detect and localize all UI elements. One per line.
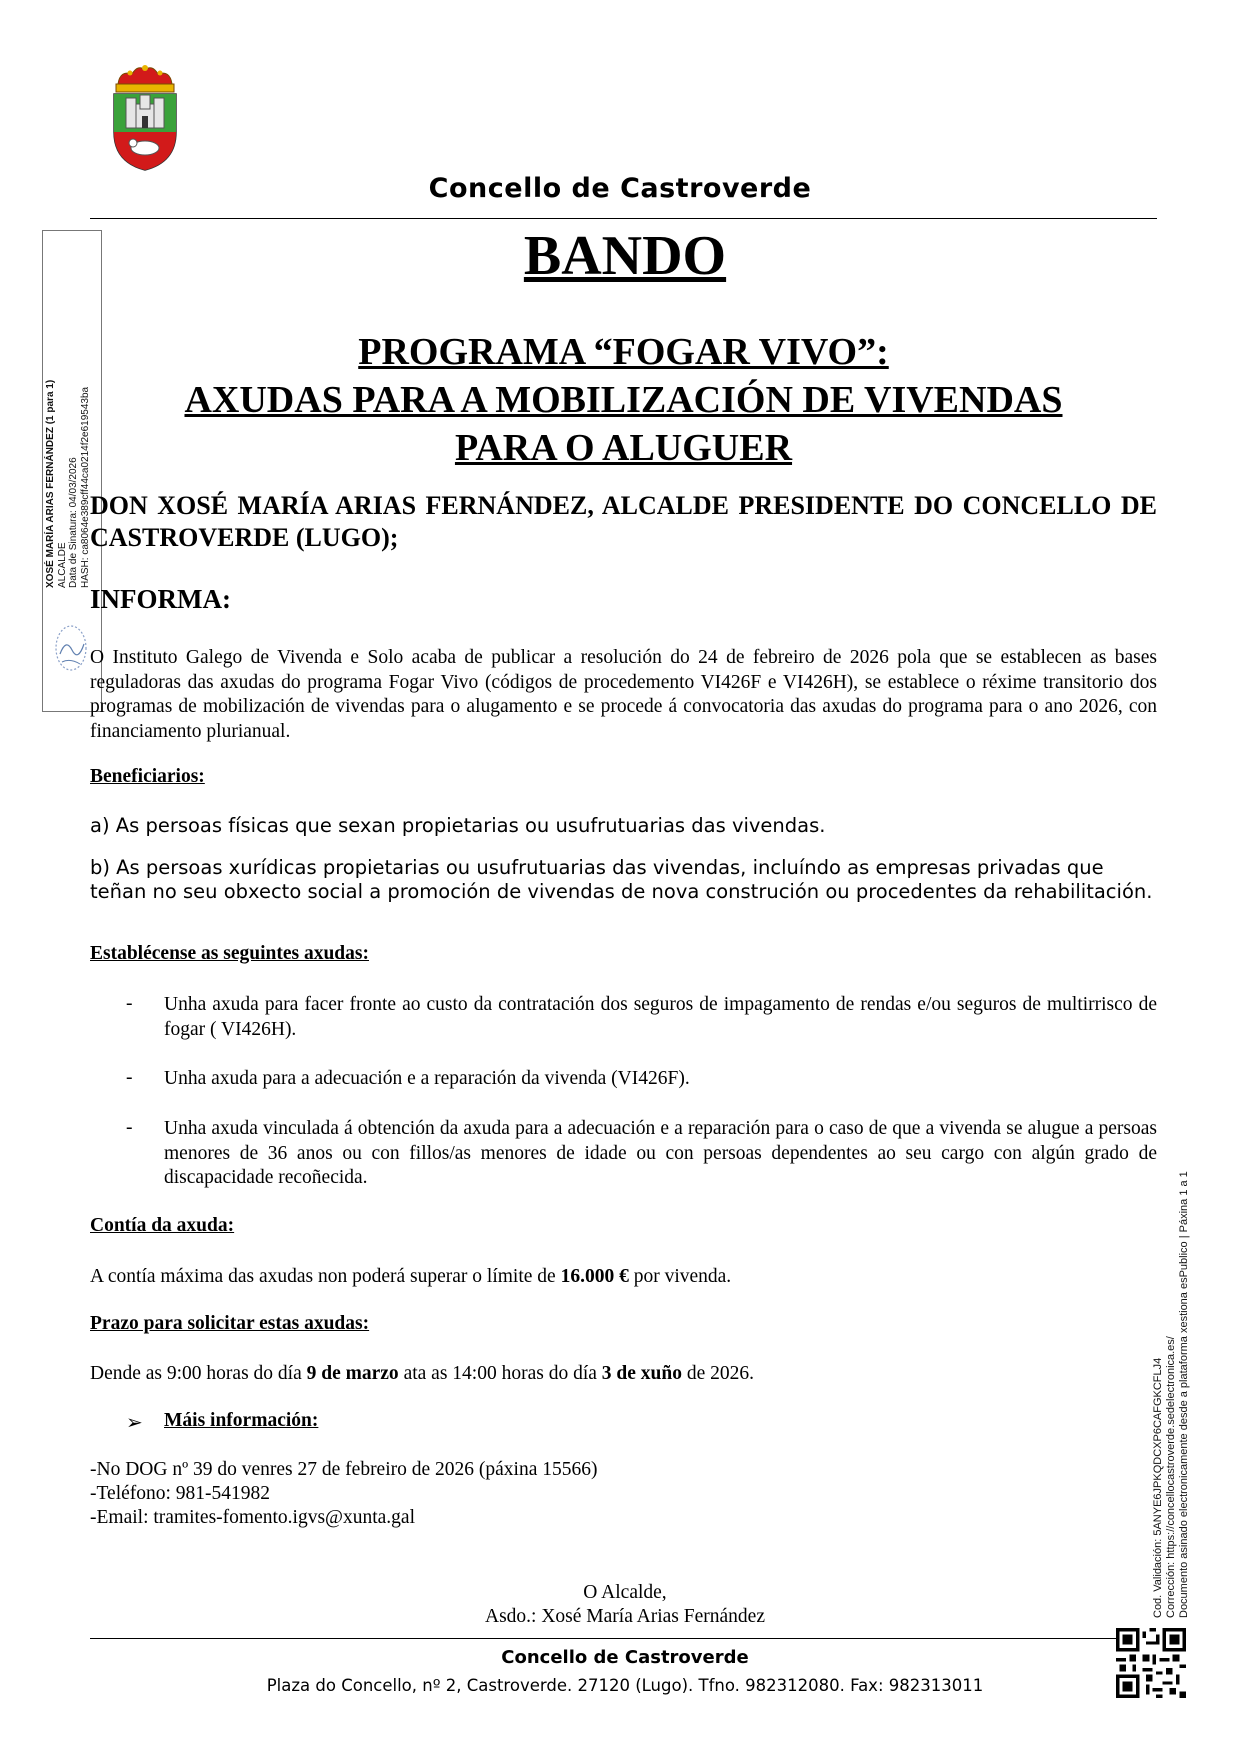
- list-dash: -: [126, 1117, 133, 1138]
- informa-heading: INFORMA:: [90, 584, 231, 614]
- deadline-paragraph: [90, 1362, 754, 1387]
- footer-address: Plaza do Concello, nº 2, Castroverde. 27120 (Lugo). Tfno. 982312080. Fax: 982313011: [266, 1676, 984, 1695]
- deadline-text: ata as 14:00 horas do día: [398, 1363, 602, 1384]
- amount-value: 16.000 €: [560, 1266, 629, 1287]
- signature-stamp-icon: [52, 618, 90, 678]
- deadline-text: de 2026.: [681, 1363, 754, 1384]
- document-title: BANDO: [523, 225, 727, 287]
- amount-heading: Contía da axuda:: [90, 1215, 235, 1236]
- signature-name: Asdo.: Xosé María Arias Fernández: [485, 1606, 765, 1627]
- deadline-end-date: 3 de xuño: [601, 1363, 682, 1384]
- municipality-title: Concello de Castroverde: [428, 173, 812, 204]
- deadline-heading: Prazo para solicitar estas axudas:: [90, 1313, 370, 1334]
- deadline-start-date: 9 de marzo: [306, 1363, 399, 1384]
- arrow-bullet-icon: ➢: [126, 1412, 143, 1434]
- validation-code: Cod. Validación: 5ANYE6JPKQDCXP6CAFGKCFLJ4: [1152, 1357, 1164, 1618]
- signature-panel-text: [45, 338, 91, 588]
- intro-paragraph: O Instituto Galego de Vivenda e Solo acaba de publicar a resolución do 24 de febreiro de 2026 pola que se establecen as bases reguladoras das axudas do programa Fogar Vivo (códigos de procedemento VI426F e VI426H), se establece o réxime transitorio dos programas de mobilización de vivendas para o alugamento e se procede á convocatoria das axudas do programa para o ano 2026, con financiamento plurianual.: [90, 647, 1157, 742]
- beneficiaries-heading: Beneficiarios:: [90, 766, 205, 787]
- signature-hash: HASH: ca8064e389cff44ca0214f2e619543ba: [79, 386, 91, 588]
- aid-item: Unha axuda para a adecuación e a reparación da vivenda (VI426F).: [164, 1068, 690, 1089]
- signer-name: XOSÉ MARÍA ARIAS FERNÁNDEZ (1 para 1): [45, 379, 56, 588]
- amount-text: por vivenda.: [628, 1266, 732, 1287]
- contact-email[interactable]: -Email: tramites-fomento.igvs@xunta.gal: [90, 1507, 416, 1528]
- qr-code-icon[interactable]: [1116, 1628, 1186, 1698]
- signature-date: Data de Sinatura: 04/03/2026: [68, 457, 79, 588]
- footer-divider: [90, 1638, 1120, 1639]
- footer-title: Concello de Castroverde: [501, 1647, 749, 1668]
- validation-text: [1152, 1098, 1191, 1618]
- beneficiary-item: a) As persoas físicas que sexan propietarias ou usufrutuarias das vivendas.: [90, 814, 826, 837]
- validation-url[interactable]: Corrección: https://concellocastroverde.sedelectronica.es/: [1165, 1336, 1177, 1618]
- program-title-line-1: PROGRAMA “FOGAR VIVO”:: [358, 331, 889, 373]
- program-title-line-2: AXUDAS PARA A MOBILIZACIÓN DE VIVENDAS: [184, 379, 1063, 421]
- more-info-heading: Máis información:: [164, 1410, 319, 1431]
- more-info-line: -Teléfono: 981-541982: [90, 1483, 271, 1504]
- validation-note: Documento asinado electronicamente desde a plataforma xestiona esPublico | Páxina 1 a 1: [1178, 1171, 1190, 1618]
- program-title: [90, 328, 1157, 472]
- amount-paragraph: [90, 1265, 731, 1290]
- more-info-line: -No DOG nº 39 do venres 27 de febreiro de 2026 (páxina 15566): [90, 1459, 598, 1480]
- signer-role: ALCALDE: [56, 542, 68, 588]
- issuer-statement: DON XOSÉ MARÍA ARIAS FERNÁNDEZ, ALCALDE PRESIDENTE DO CONCELLO DE CASTROVERDE (LUGO);: [90, 491, 1157, 552]
- aid-item: Unha axuda vinculada á obtención da axuda para a adecuación e a reparación para o caso de que a vivenda se alugue a persoas menores de 36 anos ou con fillos/as menores de idade ou con persoas dependentes ao seu cargo con algún grado de discapacidade recoñecida.: [164, 1118, 1157, 1188]
- aid-item: Unha axuda para facer fronte ao custo da contratación dos seguros de impagamento de rendas e/ou seguros de multirrisco de fogar ( VI426H).: [164, 994, 1157, 1040]
- program-title-line-3: PARA O ALUGUER: [454, 427, 793, 469]
- deadline-text: Dende as 9:00 horas do día: [90, 1363, 307, 1384]
- amount-text: A contía máxima das axudas non poderá superar o límite de: [90, 1266, 561, 1287]
- header-divider: [90, 218, 1157, 219]
- list-dash: -: [126, 1067, 133, 1088]
- beneficiary-item: b) As persoas xurídicas propietarias ou usufrutuarias das vivendas, incluíndo as empresas privadas que teñan no seu obxecto social a promoción de vivendas de nova construción ou procedentes da rehabilitación.: [90, 856, 1153, 903]
- aids-heading: Establécense as seguintes axudas:: [90, 943, 369, 964]
- coat-of-arms-logo: [108, 62, 182, 172]
- signature-line: O Alcalde,: [583, 1582, 667, 1603]
- list-dash: -: [126, 993, 133, 1014]
